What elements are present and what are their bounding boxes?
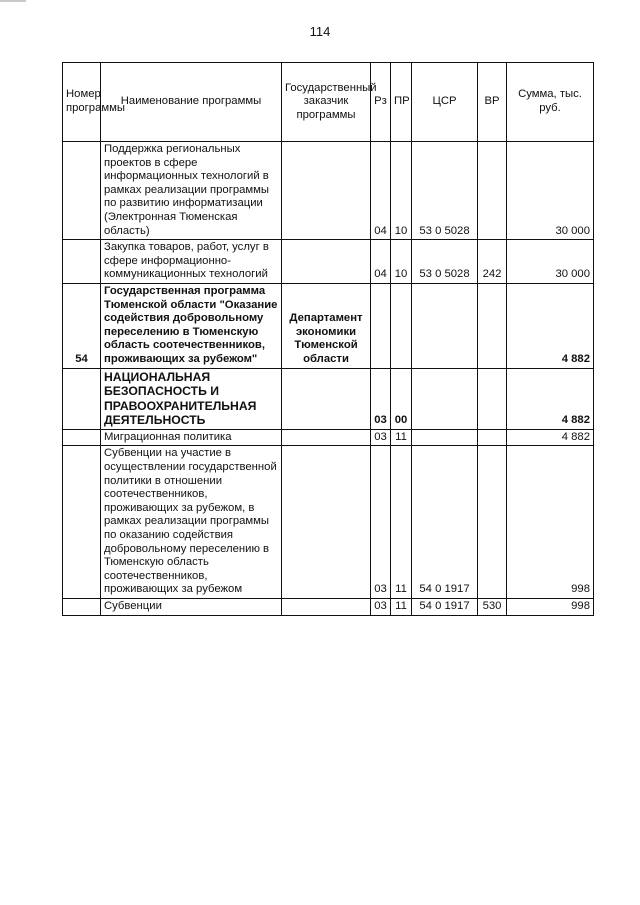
cell-rz: 03: [371, 429, 391, 446]
table-row: [63, 368, 594, 429]
cell-sum: 4 882: [507, 429, 594, 446]
cell-client: [282, 368, 371, 429]
header-sum: Сумма, тыс. руб.: [507, 63, 594, 142]
header-prog-name: Наименование программы: [101, 63, 282, 142]
table-row: [63, 599, 594, 616]
cell-sum: 30 000: [507, 142, 594, 240]
cell-client: Департамент экономики Тюменской области: [282, 283, 371, 368]
cell-csr: [412, 283, 478, 368]
cell-vr: [478, 142, 507, 240]
cell-sum: 4 882: [507, 368, 594, 429]
cell-sum: 998: [507, 599, 594, 616]
cell-client: [282, 429, 371, 446]
cell-sum: 30 000: [507, 240, 594, 284]
cell-prog-no: 54: [63, 283, 101, 368]
cell-prog-name: Закупка товаров, работ, услуг в сфере информационно-коммуникационных технологий: [101, 240, 282, 284]
cell-prog-no: [63, 142, 101, 240]
cell-rz: 03: [371, 599, 391, 616]
cell-vr: [478, 368, 507, 429]
cell-prog-no: [63, 429, 101, 446]
cell-csr: [412, 368, 478, 429]
table-row: [63, 283, 594, 368]
table-row: [63, 429, 594, 446]
cell-prog-name: Субвенции: [101, 599, 282, 616]
cell-pr: 10: [391, 240, 412, 284]
cell-pr: 11: [391, 446, 412, 599]
budget-table: [62, 62, 594, 616]
cell-rz: [371, 283, 391, 368]
cell-rz: 04: [371, 142, 391, 240]
scan-corner-mark: [0, 0, 26, 2]
cell-pr: 10: [391, 142, 412, 240]
cell-prog-no: [63, 368, 101, 429]
cell-vr: [478, 429, 507, 446]
header-csr: ЦСР: [412, 63, 478, 142]
cell-csr: 54 0 1917: [412, 599, 478, 616]
cell-csr: 53 0 5028: [412, 142, 478, 240]
cell-prog-name: НАЦИОНАЛЬНАЯ БЕЗОПАСНОСТЬ И ПРАВООХРАНИТЕЛЬНАЯ ДЕЯТЕЛЬНОСТЬ: [101, 368, 282, 429]
cell-prog-no: [63, 240, 101, 284]
cell-pr: 11: [391, 599, 412, 616]
cell-prog-name: Субвенции на участие в осуществлении государственной политики в отношении соотечественников, проживающих за рубежом, в рамках реализации программы по оказанию содействия добровольному переселению в Тюменскую область соотечественников, проживающих за рубежом: [101, 446, 282, 599]
cell-pr: 11: [391, 429, 412, 446]
cell-vr: 530: [478, 599, 507, 616]
header-rz: Рз: [371, 63, 391, 142]
cell-client: [282, 240, 371, 284]
cell-prog-name: Поддержка региональных проектов в сфере информационных технологий в рамках реализации программы по развитию информатизации (Электронная Тюменская область): [101, 142, 282, 240]
cell-pr: [391, 283, 412, 368]
cell-sum: 4 882: [507, 283, 594, 368]
cell-prog-no: [63, 599, 101, 616]
cell-rz: 04: [371, 240, 391, 284]
table-row: [63, 240, 594, 284]
cell-vr: [478, 283, 507, 368]
cell-csr: 53 0 5028: [412, 240, 478, 284]
cell-prog-name: Миграционная политика: [101, 429, 282, 446]
table-row: [63, 142, 594, 240]
cell-client: [282, 446, 371, 599]
cell-prog-name: Государственная программа Тюменской области "Оказание содействия добровольному переселению в Тюменскую область соотечественников, проживающих за рубежом": [101, 283, 282, 368]
cell-sum: 998: [507, 446, 594, 599]
header-vr: ВР: [478, 63, 507, 142]
cell-rz: 03: [371, 446, 391, 599]
header-pr: ПР: [391, 63, 412, 142]
table-row: [63, 446, 594, 599]
page-number: 114: [309, 24, 331, 39]
header-row: [63, 63, 594, 142]
cell-client: [282, 599, 371, 616]
cell-csr: 54 0 1917: [412, 446, 478, 599]
cell-csr: [412, 429, 478, 446]
cell-vr: [478, 446, 507, 599]
cell-vr: 242: [478, 240, 507, 284]
cell-prog-no: [63, 446, 101, 599]
cell-pr: 00: [391, 368, 412, 429]
header-prog-no: Номер программы: [63, 63, 101, 142]
header-client: Государственный заказчик программы: [282, 63, 371, 142]
cell-client: [282, 142, 371, 240]
cell-rz: 03: [371, 368, 391, 429]
